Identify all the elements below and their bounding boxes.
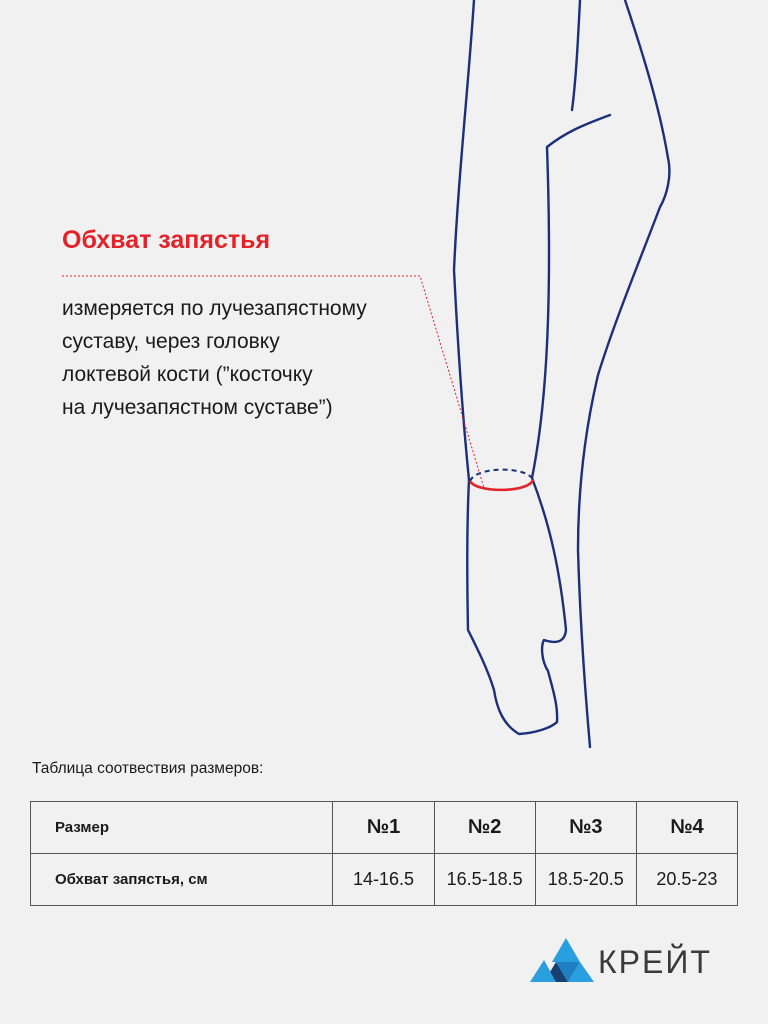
wrist-band-front: [470, 480, 533, 490]
annotation-title: Обхват запястья: [62, 226, 271, 254]
description-line: локтевой кости (”косточку: [62, 363, 313, 386]
arm-outline: [454, 0, 610, 734]
description-line: измеряется по лучезапястному: [62, 297, 367, 320]
mountain-triangles-icon: [530, 934, 596, 984]
table-header-row: [31, 802, 738, 854]
size-header-cell: №2: [434, 802, 535, 854]
annotation-description: [62, 292, 422, 424]
table-caption: Таблица соотвествия размеров:: [32, 760, 264, 777]
wrist-band-back: [470, 470, 533, 481]
table-row: [31, 854, 738, 906]
row-label-cell: Обхват запястья, см: [31, 854, 333, 906]
range-cell: 20.5-23: [636, 854, 737, 906]
range-cell: 16.5-18.5: [434, 854, 535, 906]
header-label-cell: Размер: [31, 802, 333, 854]
description-line: на лучезапястном суставе”): [62, 396, 333, 419]
brand-name: КРЕЙТ: [598, 944, 712, 980]
brand-logo: [530, 932, 740, 988]
size-table: [30, 801, 738, 906]
range-cell: 18.5-20.5: [535, 854, 636, 906]
size-header-cell: №1: [333, 802, 434, 854]
size-header-cell: №4: [636, 802, 737, 854]
arm-outline-back: [572, 0, 669, 747]
size-header-cell: №3: [535, 802, 636, 854]
range-cell: 14-16.5: [333, 854, 434, 906]
description-line: суставу, через головку: [62, 330, 280, 353]
